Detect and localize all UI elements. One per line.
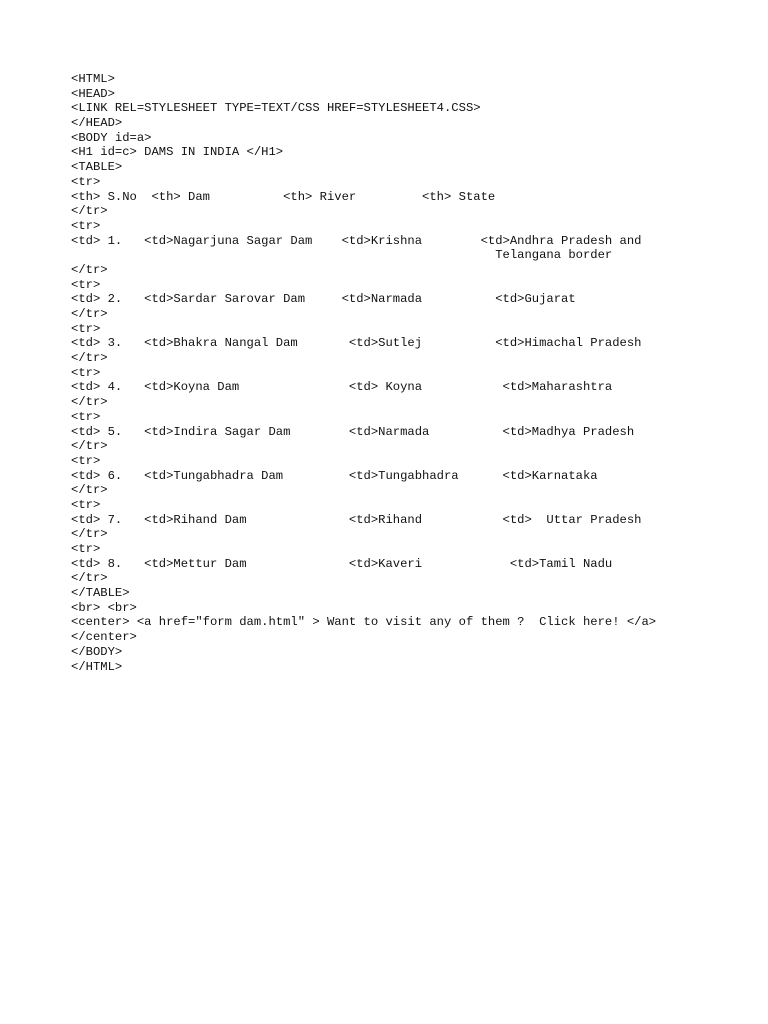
source-line: </HTML> [71,659,123,674]
source-line: </BODY> [71,644,123,659]
source-line: </tr> [71,439,108,454]
source-line: <tr> [71,277,101,292]
source-line: <tr> [71,453,101,468]
source-line: <th> S.No <th> Dam <th> River <th> State [71,189,496,204]
source-line: <tr> [71,321,101,336]
source-line: <td> 3. <td>Bhakra Nangal Dam <td>Sutlej <td>Himachal Pradesh [71,336,642,351]
source-line: <td> 8. <td>Mettur Dam <td>Kaveri <td>Tamil Nadu [71,556,613,571]
source-line: <HTML> [71,72,115,86]
source-line: <tr> [71,174,101,189]
source-line: </tr> [71,571,108,586]
source-line: <td> 5. <td>Indira Sagar Dam <td>Narmada <td>Madhya Pradesh [71,424,635,439]
source-line: </tr> [71,307,108,321]
source-line: <tr> [71,542,101,556]
source-line: <tr> [71,365,101,380]
html-source-listing [71,72,656,674]
source-line: </tr> [71,395,108,410]
source-line: <H1 id=c> DAMS IN INDIA </H1> [71,145,284,160]
source-line: <td> 7. <td>Rihand Dam <td>Rihand <td> Uttar Pradesh [71,512,642,527]
source-line: Telangana border [71,248,613,263]
source-line: <br> <br> [71,600,137,615]
source-line: <tr> [71,497,101,512]
source-line: </center> [71,630,137,645]
source-line: </HEAD> [71,116,123,131]
source-line: <TABLE> [71,160,123,175]
source-line: <tr> [71,409,101,424]
source-line: <td> 6. <td>Tungabhadra Dam <td>Tungabhadra <td>Karnataka [71,468,598,483]
source-line: <tr> [71,218,101,233]
source-line: </tr> [71,262,108,277]
source-line: <td> 1. <td>Nagarjuna Sagar Dam <td>Krishna <td>Andhra Pradesh and [71,233,642,248]
source-line: <LINK REL=STYLESHEET TYPE=TEXT/CSS HREF=STYLESHEET4.CSS> [71,101,481,116]
source-line: </tr> [71,351,108,366]
source-line: <td> 4. <td>Koyna Dam <td> Koyna <td>Maharashtra [71,380,613,395]
source-line: <center> <a href="form dam.html" > Want to visit any of them ? Click here! </a> [71,615,657,630]
source-line: <HEAD> [71,86,115,101]
source-line: </tr> [71,527,108,542]
source-line: </tr> [71,483,108,498]
source-line: <td> 2. <td>Sardar Sarovar Dam <td>Narmada <td>Gujarat [71,292,576,307]
source-line: <BODY id=a> [71,130,152,145]
source-line: </tr> [71,204,108,219]
source-line: </TABLE> [71,586,130,601]
